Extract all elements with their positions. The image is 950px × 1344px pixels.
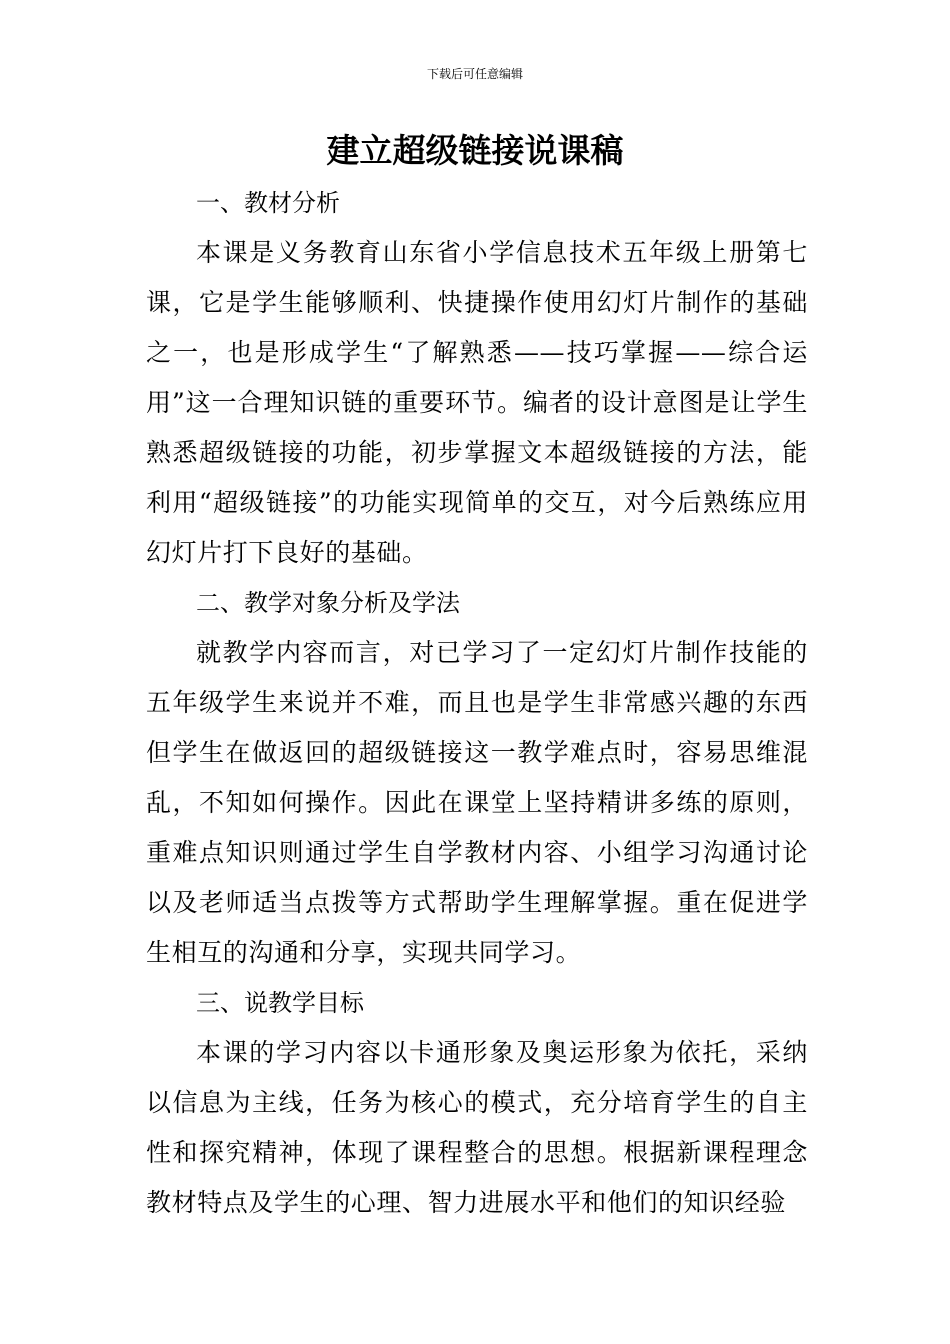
section-paragraph: 就教学内容而言，对已学习了一定幻灯片制作技能的五年级学生来说并不难，而且也是学生非常感兴趣的东西但学生在做返回的超级链接这一教学难点时，容易思维混乱，不知如何操作。因此在课堂上坚持精讲多练的原则，重难点知识则通过学生自学教材内容、小组学习沟通讨论以及老师适当点拨等方式帮助学生理解掌握。重在促进学生相互的沟通和分享，实现共同学习。 <box>146 638 808 967</box>
section-paragraph: 本课是义务教育山东省小学信息技术五年级上册第七课，它是学生能够顺利、快捷操作使用幻灯片制作的基础之一，也是形成学生“了解熟悉——技巧掌握——综合运用”这一合理知识链的重要环节。编者的设计意图是让学生熟悉超级链接的功能，初步掌握文本超级链接的方法，能利用“超级链接”的功能实现简单的交互，对今后熟练应用幻灯片打下良好的基础。 <box>146 238 808 567</box>
section-paragraph: 本课的学习内容以卡通形象及奥运形象为依托，采纳以信息为主线，任务为核心的模式，充分培育学生的自主性和探究精神，体现了课程整合的思想。根据新课程理念教材特点及学生的心理、智力进展水平和他们的知识经验 <box>146 1038 808 1217</box>
document-title: 建立超级链接说课稿 <box>326 131 624 170</box>
header-note: 下载后可任意编辑 <box>426 67 523 81</box>
document-body <box>146 178 808 1228</box>
section-heading: 三、说教学目标 <box>196 989 364 1017</box>
section-heading: 一、教材分析 <box>196 189 340 217</box>
section-heading: 二、教学对象分析及学法 <box>196 589 460 617</box>
